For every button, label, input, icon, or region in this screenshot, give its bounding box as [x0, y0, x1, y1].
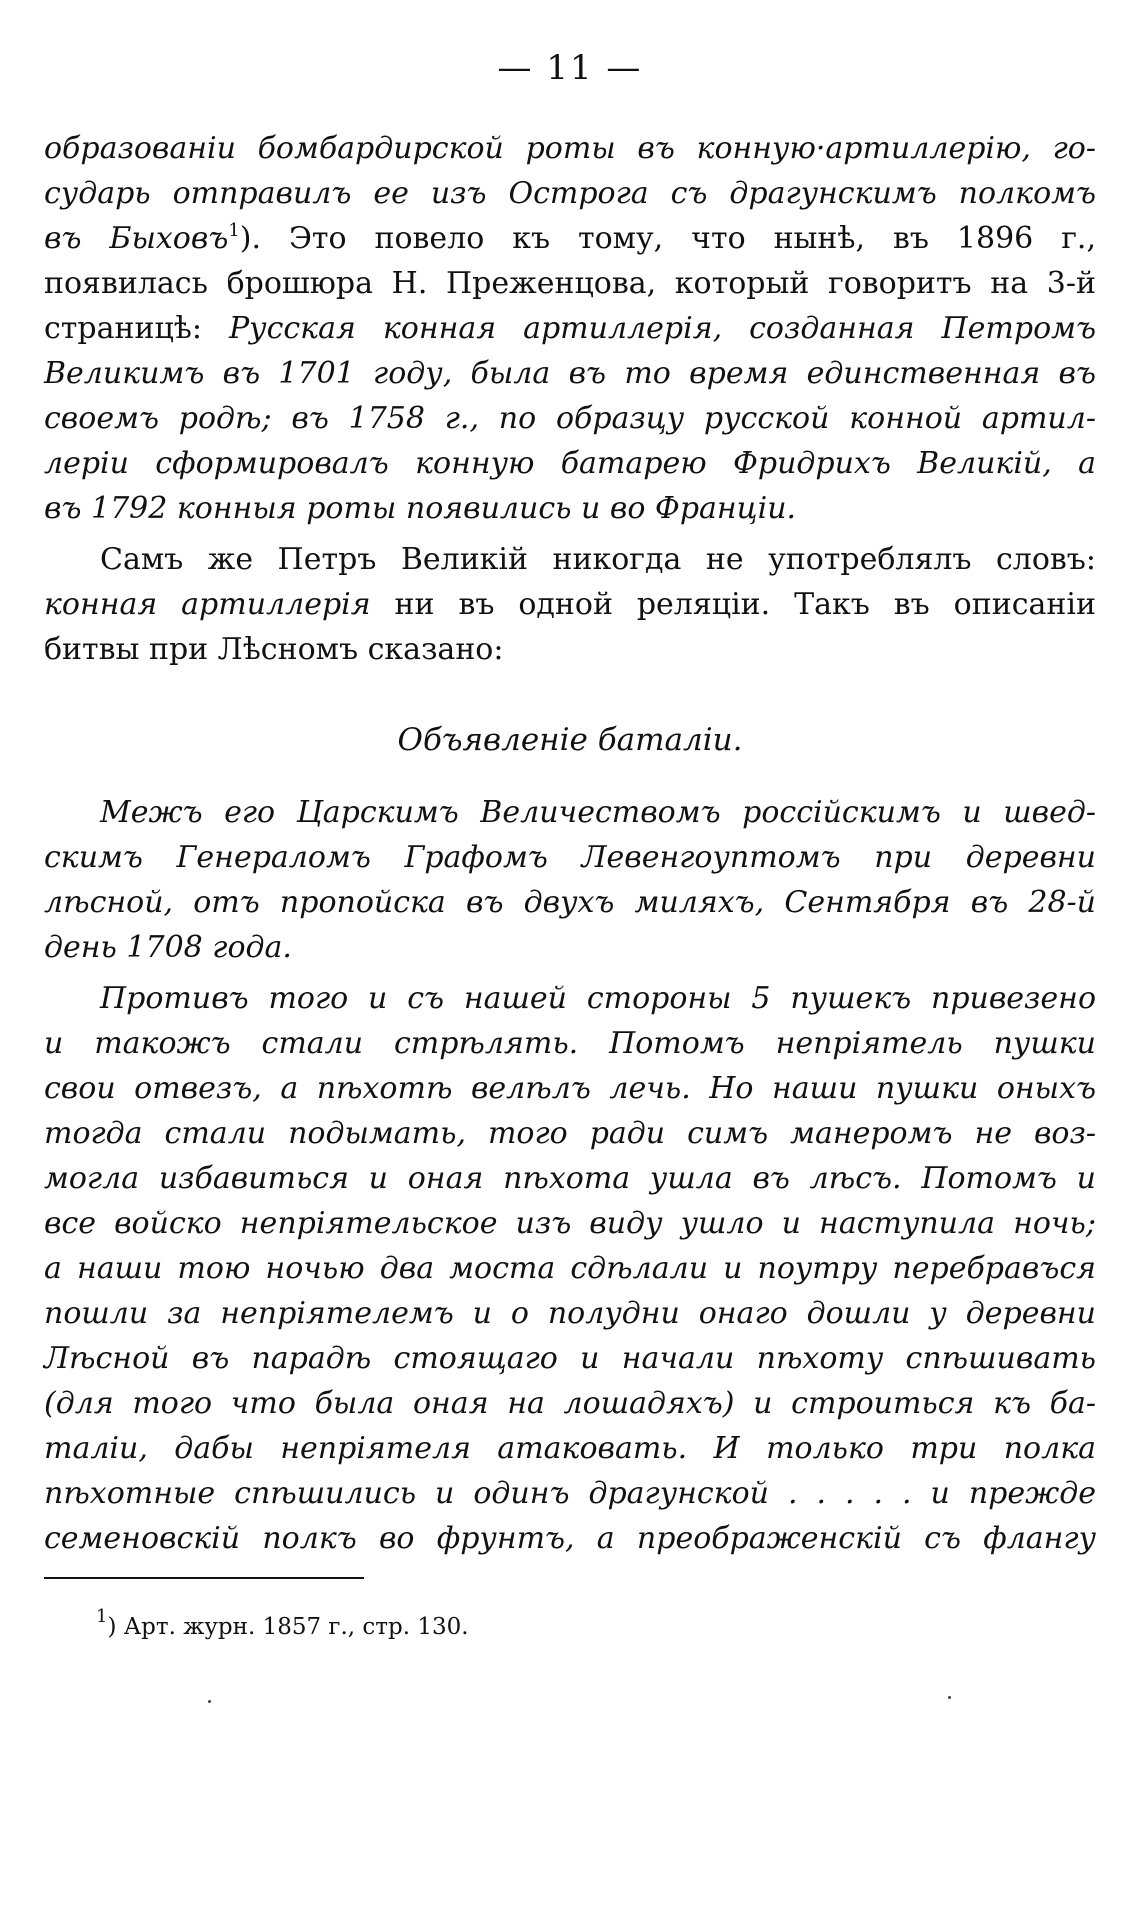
- paragraph-1: [44, 126, 1096, 531]
- text-line: въ Быховъ$^1$). Это повело къ тому, что нынѣ, въ 1896 г.,: [44, 220, 1096, 256]
- quote-paragraph-2: [44, 976, 1096, 1561]
- footnote-divider: [44, 1577, 364, 1579]
- text-line: пошли за непріятелемъ и о полудни онаго дошли у деревни: [44, 1296, 1096, 1331]
- scan-speck: [948, 1696, 951, 1699]
- text-line: свои отвезъ, а пѣхотѣ велѣлъ лечь. Но наши пушки оныхъ: [44, 1071, 1096, 1106]
- text-line: пѣхотные спѣшились и одинъ драгунской . . . . . и прежде: [44, 1476, 1096, 1511]
- footnote-marker: 1: [96, 1606, 108, 1627]
- quoted-text: [44, 790, 1096, 1561]
- text-line: Великимъ въ 1701 году, была въ то время единственная въ: [44, 356, 1096, 391]
- text-line: лѣсной, отъ пропойска въ двухъ миляхъ, Сентября въ 28-й: [44, 885, 1096, 920]
- text-line: конная артиллерія ни въ одной реляціи. Такъ въ описаніи: [44, 587, 1096, 622]
- text-line: могла избавиться и оная пѣхота ушла въ лѣсъ. Потомъ и: [44, 1161, 1096, 1196]
- text-line: таліи, дабы непріятеля атаковать. И только три полка: [44, 1431, 1096, 1466]
- text-line: и такожъ стали стрѣлять. Потомъ непріятель пушки: [44, 1026, 1096, 1061]
- quote-paragraph-1: [44, 790, 1096, 970]
- text-line: въ 1792 конныя роты появились и во Франціи.: [44, 491, 797, 526]
- text-line: появилась брошюра Н. Преженцова, который говоритъ на 3-й: [44, 266, 1096, 301]
- text-line: сударь отправилъ ее изъ Острога съ драгунскимъ полкомъ: [44, 176, 1096, 211]
- text-line: образованіи бомбардирской роты въ конную·артиллерію, го-: [44, 131, 1096, 166]
- text-line: своемъ родѣ; въ 1758 г., по образцу русской конной артил-: [44, 401, 1096, 436]
- text-line: все войско непріятельское изъ виду ушло и наступила ночь;: [44, 1206, 1096, 1241]
- text-line: Межъ его Царскимъ Величествомъ россійскимъ и швед-: [100, 795, 1096, 830]
- footnote-text: ) Арт. журн. 1857 г., стр. 130.: [107, 1614, 469, 1640]
- paragraph-2: [44, 537, 1096, 672]
- text-line: битвы при Лѣсномъ сказано:: [44, 632, 504, 667]
- footnote: [96, 1606, 469, 1642]
- text-line: скимъ Генераломъ Графомъ Левенгоуптомъ при деревни: [44, 840, 1096, 875]
- text-line: семеновскій полкъ во фрунтъ, а преображенскій съ флангу: [44, 1521, 1096, 1556]
- page-number: — 11 —: [497, 48, 643, 88]
- text-line: а наши тою ночью два моста сдѣлали и поутру перебравъся: [44, 1251, 1096, 1286]
- text-line: Лѣсной въ парадѣ стоящаго и начали пѣхоту спѣшивать: [44, 1341, 1096, 1376]
- section-heading: Объявленіе баталіи.: [397, 722, 743, 758]
- text-line: (для того что была оная на лошадяхъ) и строиться къ ба-: [44, 1386, 1096, 1421]
- text-line: Противъ того и съ нашей стороны 5 пушекъ привезено: [100, 981, 1096, 1016]
- scan-speck: [208, 1700, 211, 1703]
- text-line: день 1708 года.: [44, 930, 292, 965]
- main-text: [44, 126, 1096, 672]
- text-line: страницѣ: Русская конная артиллерія, созданная Петромъ: [44, 311, 1097, 346]
- footnote-ref: 1: [228, 220, 240, 241]
- text-line: Самъ же Петръ Великій никогда не употреблялъ словъ:: [100, 542, 1096, 577]
- text-line: тогда стали подымать, того ради симъ манеромъ не воз-: [44, 1116, 1096, 1151]
- text-line: леріи сформировалъ конную батарею Фридрихъ Великій, а: [44, 446, 1096, 481]
